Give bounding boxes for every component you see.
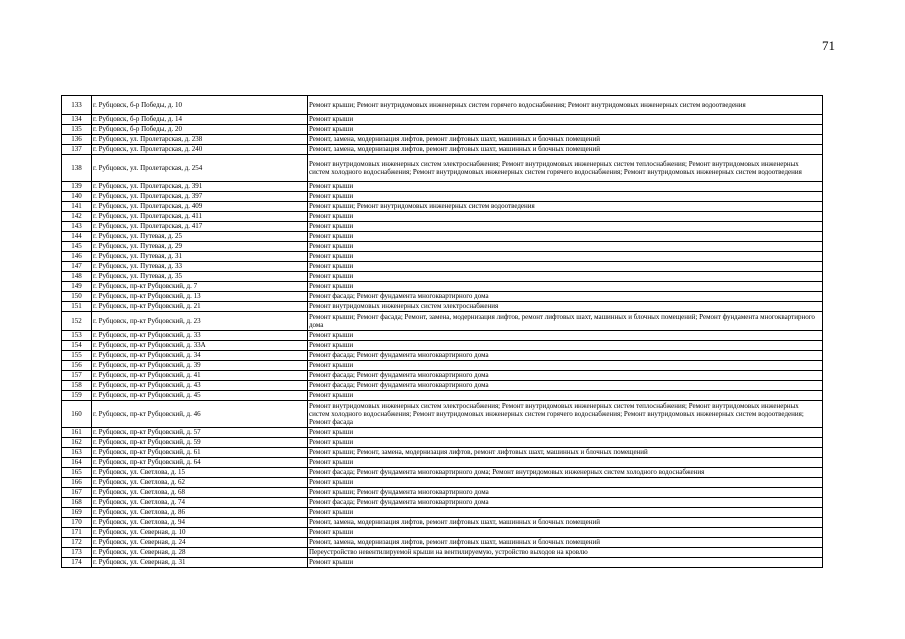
works-cell: Ремонт, замена, модернизация лифтов, ремонт лифтовых шахт, машинных и блочных помещений (308, 145, 823, 155)
address-cell: г. Рубцовск, ул. Путевая, д. 33 (92, 262, 308, 272)
address-cell: г. Рубцовск, пр-кт Рубцовский, д. 33 (92, 331, 308, 341)
address-cell: г. Рубцовск, ул. Путевая, д. 25 (92, 232, 308, 242)
row-number-cell: 145 (62, 242, 92, 252)
address-cell: г. Рубцовск, ул. Пролетарская, д. 240 (92, 145, 308, 155)
address-cell: г. Рубцовск, пр-кт Рубцовский, д. 59 (92, 438, 308, 448)
table-row (62, 302, 823, 312)
address-cell: г. Рубцовск, ул. Светлова, д. 94 (92, 518, 308, 528)
table-body (62, 96, 823, 568)
address-cell: г. Рубцовск, пр-кт Рубцовский, д. 39 (92, 361, 308, 371)
works-cell: Ремонт внутридомовых инженерных систем электроснабжения (308, 302, 823, 312)
address-cell: г. Рубцовск, пр-кт Рубцовский, д. 34 (92, 351, 308, 361)
address-cell: г. Рубцовск, пр-кт Рубцовский, д. 13 (92, 292, 308, 302)
works-cell: Ремонт крыши (308, 558, 823, 568)
table-row (62, 341, 823, 351)
table-row (62, 401, 823, 428)
address-cell: г. Рубцовск, ул. Светлова, д. 74 (92, 498, 308, 508)
works-cell: Ремонт крыши (308, 262, 823, 272)
row-number-cell: 161 (62, 428, 92, 438)
row-number-cell: 173 (62, 548, 92, 558)
address-cell: г. Рубцовск, пр-кт Рубцовский, д. 61 (92, 448, 308, 458)
row-number-cell: 169 (62, 508, 92, 518)
works-cell: Ремонт крыши (308, 115, 823, 125)
row-number-cell: 133 (62, 96, 92, 115)
address-cell: г. Рубцовск, пр-кт Рубцовский, д. 43 (92, 381, 308, 391)
table-row (62, 292, 823, 302)
table-row (62, 498, 823, 508)
address-cell: г. Рубцовск, ул. Пролетарская, д. 397 (92, 192, 308, 202)
works-cell: Ремонт крыши (308, 331, 823, 341)
address-cell: г. Рубцовск, ул. Северная, д. 10 (92, 528, 308, 538)
address-cell: г. Рубцовск, пр-кт Рубцовский, д. 23 (92, 312, 308, 331)
table-row (62, 135, 823, 145)
row-number-cell: 159 (62, 391, 92, 401)
table-row (62, 428, 823, 438)
works-cell: Ремонт крыши; Ремонт внутридомовых инженерных систем горячего водоснабжения; Ремонт внутридомовых инженерных систем водоотведения (308, 96, 823, 115)
works-cell: Ремонт фасада; Ремонт фундамента многоквартирного дома (308, 351, 823, 361)
address-cell: г. Рубцовск, ул. Пролетарская, д. 391 (92, 182, 308, 192)
row-number-cell: 165 (62, 468, 92, 478)
row-number-cell: 157 (62, 371, 92, 381)
works-cell: Ремонт крыши (308, 428, 823, 438)
row-number-cell: 138 (62, 155, 92, 182)
works-cell: Ремонт фасада; Ремонт фундамента многоквартирного дома (308, 371, 823, 381)
works-cell: Ремонт, замена, модернизация лифтов, ремонт лифтовых шахт, машинных и блочных помещений (308, 518, 823, 528)
row-number-cell: 162 (62, 438, 92, 448)
works-cell: Ремонт, замена, модернизация лифтов, ремонт лифтовых шахт, машинных и блочных помещений (308, 135, 823, 145)
works-cell: Ремонт крыши (308, 508, 823, 518)
address-cell: г. Рубцовск, ул. Пролетарская, д. 417 (92, 222, 308, 232)
works-cell: Ремонт крыши; Ремонт фасада; Ремонт, замена, модернизация лифтов, ремонт лифтовых шахт, машинных и блочных помещений; Ремонт фундамента многоквартирного дома (308, 312, 823, 331)
row-number-cell: 166 (62, 478, 92, 488)
works-cell: Ремонт внутридомовых инженерных систем электроснабжения; Ремонт внутридомовых инженерных систем теплоснабжения; Ремонт внутридомовых инженерных систем холодного водоснабжения; Ремонт внутридомовых инженерных систем горячего водоснабжения; Ремонт внутридомовых инженерных систем водоотведения (308, 155, 823, 182)
table-row (62, 222, 823, 232)
address-cell: г. Рубцовск, б-р Победы, д. 20 (92, 125, 308, 135)
address-cell: г. Рубцовск, ул. Пролетарская, д. 411 (92, 212, 308, 222)
row-number-cell: 163 (62, 448, 92, 458)
works-cell: Ремонт фасада; Ремонт фундамента многоквартирного дома (308, 292, 823, 302)
address-cell: г. Рубцовск, ул. Пролетарская, д. 238 (92, 135, 308, 145)
table-row (62, 282, 823, 292)
table-row (62, 182, 823, 192)
table-row (62, 458, 823, 468)
table-row (62, 548, 823, 558)
address-cell: г. Рубцовск, ул. Пролетарская, д. 409 (92, 202, 308, 212)
row-number-cell: 155 (62, 351, 92, 361)
address-cell: г. Рубцовск, ул. Светлова, д. 86 (92, 508, 308, 518)
table-row (62, 155, 823, 182)
works-cell: Ремонт крыши (308, 232, 823, 242)
address-cell: г. Рубцовск, ул. Северная, д. 31 (92, 558, 308, 568)
address-cell: г. Рубцовск, пр-кт Рубцовский, д. 64 (92, 458, 308, 468)
works-cell: Ремонт крыши (308, 222, 823, 232)
table-row (62, 478, 823, 488)
works-cell: Ремонт крыши (308, 272, 823, 282)
works-cell: Ремонт крыши (308, 528, 823, 538)
table-row (62, 192, 823, 202)
works-cell: Ремонт фасада; Ремонт фундамента многоквартирного дома; Ремонт внутридомовых инженерных систем холодного водоснабжения (308, 468, 823, 478)
works-cell: Ремонт крыши (308, 438, 823, 448)
row-number-cell: 148 (62, 272, 92, 282)
table-row (62, 232, 823, 242)
works-cell: Ремонт крыши (308, 478, 823, 488)
address-cell: г. Рубцовск, пр-кт Рубцовский, д. 21 (92, 302, 308, 312)
works-cell: Ремонт крыши (308, 252, 823, 262)
works-cell: Ремонт крыши; Ремонт фундамента многоквартирного дома (308, 488, 823, 498)
works-cell: Ремонт крыши (308, 282, 823, 292)
table-row (62, 145, 823, 155)
row-number-cell: 140 (62, 192, 92, 202)
works-cell: Ремонт фасада; Ремонт фундамента многоквартирного дома (308, 381, 823, 391)
table-row (62, 538, 823, 548)
table-row (62, 381, 823, 391)
row-number-cell: 139 (62, 182, 92, 192)
works-cell: Ремонт, замена, модернизация лифтов, ремонт лифтовых шахт, машинных и блочных помещений (308, 538, 823, 548)
row-number-cell: 135 (62, 125, 92, 135)
row-number-cell: 149 (62, 282, 92, 292)
row-number-cell: 158 (62, 381, 92, 391)
row-number-cell: 160 (62, 401, 92, 428)
row-number-cell: 153 (62, 331, 92, 341)
table-row (62, 262, 823, 272)
page-number: 71 (822, 38, 835, 53)
works-cell: Ремонт крыши (308, 341, 823, 351)
address-cell: г. Рубцовск, ул. Светлова, д. 15 (92, 468, 308, 478)
address-cell: г. Рубцовск, пр-кт Рубцовский, д. 45 (92, 391, 308, 401)
address-cell: г. Рубцовск, б-р Победы, д. 14 (92, 115, 308, 125)
works-cell: Ремонт крыши (308, 242, 823, 252)
row-number-cell: 167 (62, 488, 92, 498)
address-cell: г. Рубцовск, пр-кт Рубцовский, д. 57 (92, 428, 308, 438)
table-row (62, 508, 823, 518)
works-cell: Ремонт крыши (308, 361, 823, 371)
works-cell: Ремонт фасада; Ремонт фундамента многоквартирного дома (308, 498, 823, 508)
address-cell: г. Рубцовск, пр-кт Рубцовский, д. 33А (92, 341, 308, 351)
address-cell: г. Рубцовск, ул. Путевая, д. 31 (92, 252, 308, 262)
address-cell: г. Рубцовск, пр-кт Рубцовский, д. 46 (92, 401, 308, 428)
table-row (62, 351, 823, 361)
table-row (62, 488, 823, 498)
works-cell: Ремонт крыши; Ремонт внутридомовых инженерных систем водоотведения (308, 202, 823, 212)
works-cell: Ремонт крыши; Ремонт, замена, модернизация лифтов, ремонт лифтовых шахт, машинных и блочных помещений (308, 448, 823, 458)
row-number-cell: 171 (62, 528, 92, 538)
works-cell: Ремонт крыши (308, 182, 823, 192)
row-number-cell: 137 (62, 145, 92, 155)
row-number-cell: 172 (62, 538, 92, 548)
works-cell: Ремонт крыши (308, 192, 823, 202)
row-number-cell: 136 (62, 135, 92, 145)
table-row (62, 391, 823, 401)
row-number-cell: 141 (62, 202, 92, 212)
row-number-cell: 150 (62, 292, 92, 302)
address-cell: г. Рубцовск, пр-кт Рубцовский, д. 7 (92, 282, 308, 292)
row-number-cell: 156 (62, 361, 92, 371)
address-cell: г. Рубцовск, ул. Пролетарская, д. 254 (92, 155, 308, 182)
address-cell: г. Рубцовск, ул. Светлова, д. 68 (92, 488, 308, 498)
table-row (62, 468, 823, 478)
table-row (62, 252, 823, 262)
row-number-cell: 164 (62, 458, 92, 468)
address-cell: г. Рубцовск, ул. Северная, д. 24 (92, 538, 308, 548)
address-cell: г. Рубцовск, ул. Светлова, д. 62 (92, 478, 308, 488)
address-cell: г. Рубцовск, б-р Победы, д. 10 (92, 96, 308, 115)
row-number-cell: 147 (62, 262, 92, 272)
table-row (62, 96, 823, 115)
row-number-cell: 146 (62, 252, 92, 262)
address-cell: г. Рубцовск, пр-кт Рубцовский, д. 41 (92, 371, 308, 381)
table-row (62, 438, 823, 448)
repair-program-table (61, 95, 823, 568)
works-cell: Ремонт крыши (308, 212, 823, 222)
table-row (62, 448, 823, 458)
table-row (62, 242, 823, 252)
table-row (62, 202, 823, 212)
table-row (62, 272, 823, 282)
address-cell: г. Рубцовск, ул. Путевая, д. 29 (92, 242, 308, 252)
table-row (62, 361, 823, 371)
row-number-cell: 168 (62, 498, 92, 508)
address-cell: г. Рубцовск, ул. Северная, д. 28 (92, 548, 308, 558)
table-row (62, 371, 823, 381)
table-row (62, 212, 823, 222)
address-cell: г. Рубцовск, ул. Путевая, д. 35 (92, 272, 308, 282)
table-row (62, 518, 823, 528)
works-cell: Ремонт крыши (308, 391, 823, 401)
works-cell: Ремонт крыши (308, 458, 823, 468)
works-cell: Переустройство невентилируемой крыши на вентилируемую, устройство выходов на кровлю (308, 548, 823, 558)
row-number-cell: 134 (62, 115, 92, 125)
row-number-cell: 151 (62, 302, 92, 312)
row-number-cell: 170 (62, 518, 92, 528)
table-row (62, 115, 823, 125)
table-row (62, 312, 823, 331)
row-number-cell: 143 (62, 222, 92, 232)
works-cell: Ремонт крыши (308, 125, 823, 135)
table-row (62, 558, 823, 568)
row-number-cell: 152 (62, 312, 92, 331)
table-row (62, 331, 823, 341)
works-cell: Ремонт внутридомовых инженерных систем электроснабжения; Ремонт внутридомовых инженерных систем теплоснабжения; Ремонт внутридомовых инженерных систем холодного водоснабжения; Ремонт внутридомовых инженерных систем горячего водоснабжения; Ремонт внутридомовых инженерных систем водоотведения; Ремонт фасада (308, 401, 823, 428)
table-row (62, 125, 823, 135)
row-number-cell: 174 (62, 558, 92, 568)
row-number-cell: 142 (62, 212, 92, 222)
table-row (62, 528, 823, 538)
row-number-cell: 154 (62, 341, 92, 351)
row-number-cell: 144 (62, 232, 92, 242)
